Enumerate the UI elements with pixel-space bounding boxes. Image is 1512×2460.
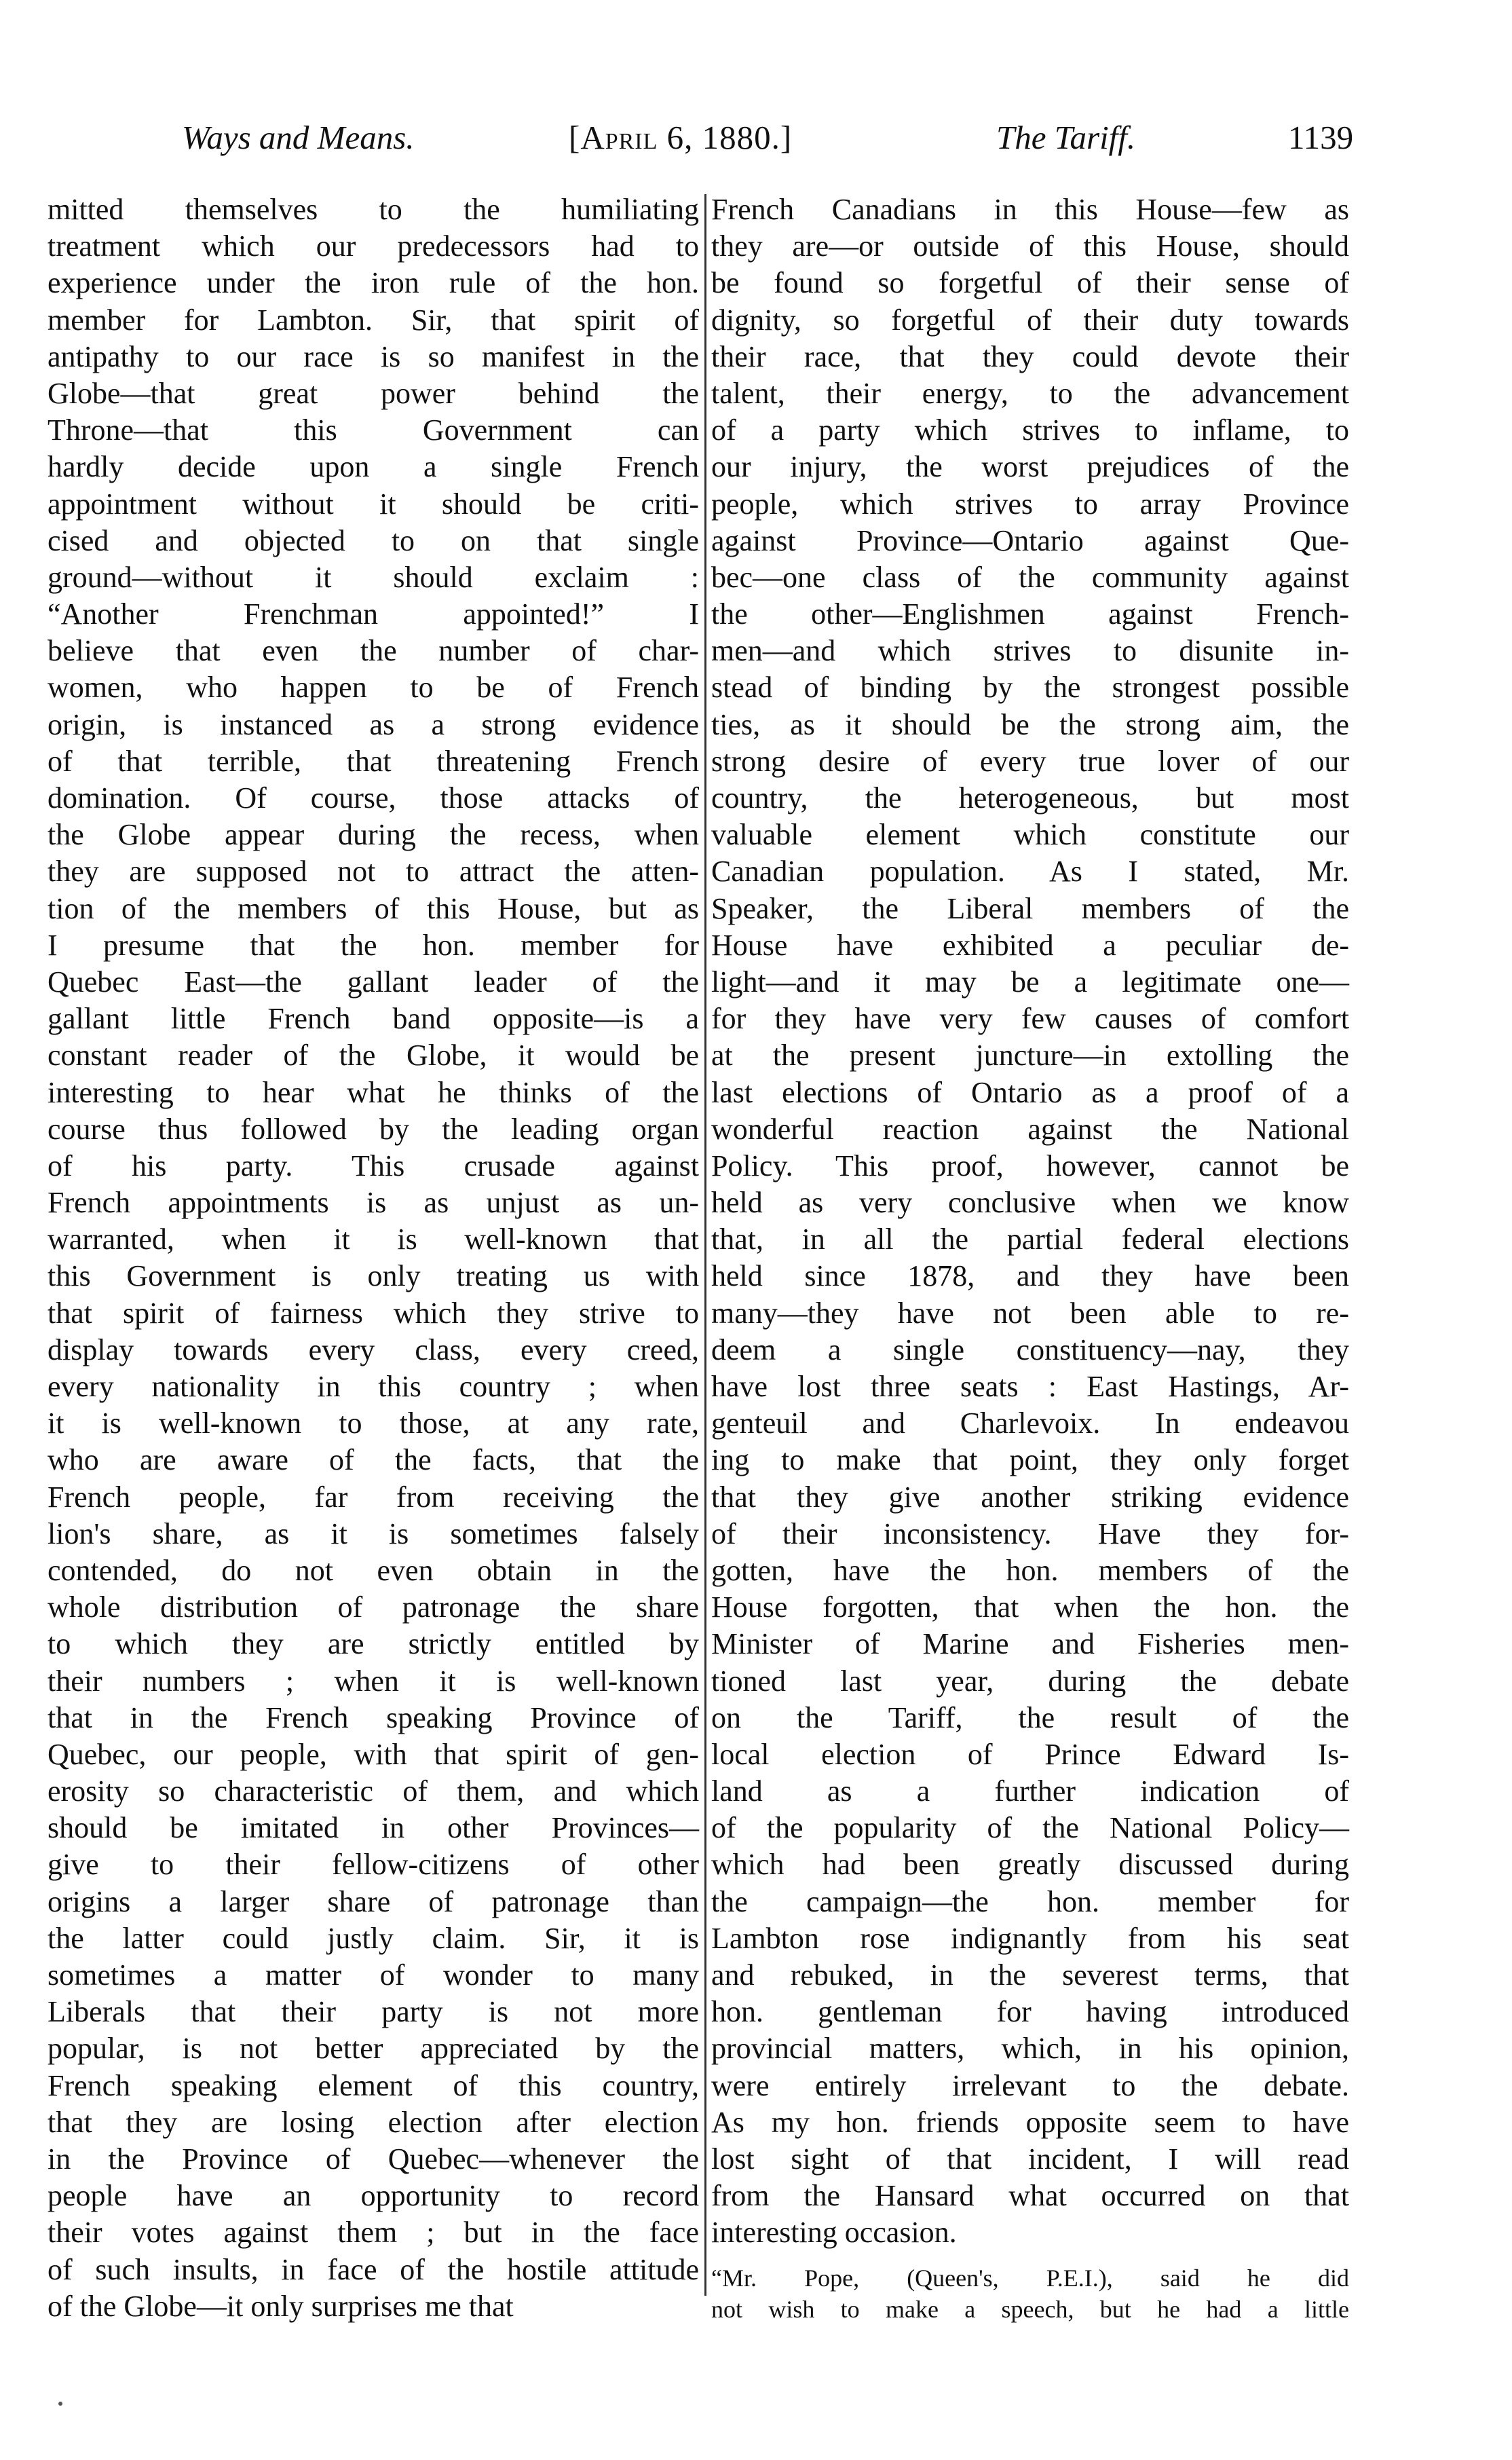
text-line: Globe—that great power behind the	[48, 376, 699, 410]
text-line: that they give another striking evidence	[711, 1480, 1349, 1514]
text-line: and rebuked, in the severest terms, that	[711, 1958, 1349, 1992]
text-line: local election of Prince Edward Is-	[711, 1737, 1349, 1771]
text-line: interesting to hear what he thinks of the	[48, 1075, 699, 1109]
text-line: gallant little French band opposite—is a	[48, 1002, 699, 1036]
text-line: believe that even the number of char-	[48, 634, 699, 668]
text-line: Liberals that their party is not more	[48, 1995, 699, 2029]
text-line: Policy. This proof, however, cannot be	[711, 1149, 1349, 1182]
text-line: held as very conclusive when we know	[711, 1186, 1349, 1220]
text-line: from the Hansard what occurred on that	[711, 2179, 1349, 2213]
text-line: their votes against them ; but in the face	[48, 2216, 699, 2250]
text-line: origins a larger share of patronage than	[48, 1884, 699, 1918]
text-line: they are supposed not to attract the atten-	[48, 855, 699, 889]
text-line: the latter could justly claim. Sir, it is	[48, 1921, 699, 1955]
text-line: their numbers ; when it is well-known	[48, 1664, 699, 1698]
text-line: against Province—Ontario against Que-	[711, 523, 1349, 557]
text-line: member for Lambton. Sir, that spirit of	[48, 303, 699, 337]
right-column-body	[711, 191, 1349, 2252]
text-line: this Government is only treating us with	[48, 1259, 699, 1293]
text-line: on the Tariff, the result of the	[711, 1700, 1349, 1734]
text-line: their race, that they could devote their	[711, 339, 1349, 373]
text-line: that, in all the partial federal elections	[711, 1223, 1349, 1256]
text-line: French speaking element of this country,	[48, 2068, 699, 2102]
text-line: the other—Englishmen against French-	[711, 597, 1349, 631]
text-line: give to their fellow-citizens of other	[48, 1848, 699, 1882]
text-line: Quebec East—the gallant leader of the	[48, 965, 699, 999]
text-line: people have an opportunity to record	[48, 2179, 699, 2213]
text-line: the Globe appear during the recess, when	[48, 818, 699, 852]
text-line: “Another Frenchman appointed!” I	[48, 597, 699, 631]
text-line: hardly decide upon a single French	[48, 450, 699, 484]
text-line: last elections of Ontario as a proof of a	[711, 1075, 1349, 1109]
text-line: be found so forgetful of their sense of	[711, 266, 1349, 300]
text-line: treatment which our predecessors had to	[48, 229, 699, 263]
text-line: every nationality in this country ; when	[48, 1370, 699, 1403]
text-line: men—and which strives to disunite in-	[711, 634, 1349, 668]
text-line: tion of the members of this House, but as	[48, 891, 699, 925]
page-number: 1139	[1288, 119, 1354, 156]
text-line: tioned last year, during the debate	[711, 1664, 1349, 1698]
text-line: land as a further indication of	[711, 1774, 1349, 1808]
text-line: genteuil and Charlevoix. In endeavou	[711, 1406, 1349, 1440]
text-line: origin, is instanced as a strong evidence	[48, 707, 699, 741]
text-line: contended, do not even obtain in the	[48, 1553, 699, 1587]
text-line: “Mr. Pope, (Queen's, P.E.I.), said he did	[711, 2264, 1349, 2292]
running-header	[0, 114, 1512, 162]
text-line: wonderful reaction against the National	[711, 1112, 1349, 1146]
text-line: ground—without it should exclaim :	[48, 560, 699, 594]
text-line: lion's share, as it is sometimes falsely	[48, 1516, 699, 1550]
left-column	[48, 191, 699, 2325]
text-line: lost sight of that incident, I will read	[711, 2142, 1349, 2176]
text-line: that they are losing election after election	[48, 2105, 699, 2139]
text-line: warranted, when it is well-known that	[48, 1223, 699, 1256]
text-line: whole distribution of patronage the share	[48, 1590, 699, 1624]
text-line: domination. Of course, those attacks of	[48, 781, 699, 815]
text-line: Quebec, our people, with that spirit of gen-	[48, 1737, 699, 1771]
text-line: were entirely irrelevant to the debate.	[711, 2068, 1349, 2102]
text-line: mitted themselves to the humiliating	[48, 193, 699, 226]
text-line: ing to make that point, they only forget	[711, 1443, 1349, 1477]
text-line: display towards every class, every creed,	[48, 1332, 699, 1366]
right-column	[711, 191, 1349, 2325]
text-line: which had been greatly discussed during	[711, 1848, 1349, 1882]
text-line: French Canadians in this House—few as	[711, 193, 1349, 226]
text-line: for they have very few causes of comfort	[711, 1002, 1349, 1036]
text-line: experience under the iron rule of the hon.	[48, 266, 699, 300]
text-line: who are aware of the facts, that the	[48, 1443, 699, 1477]
text-line: gotten, have the hon. members of the	[711, 1553, 1349, 1587]
column-divider	[704, 194, 706, 2296]
text-line: interesting occasion.	[711, 2216, 957, 2250]
text-line: House forgotten, that when the hon. the	[711, 1590, 1349, 1624]
text-line: of the popularity of the National Policy—	[711, 1811, 1349, 1845]
text-line: Minister of Marine and Fisheries men-	[711, 1627, 1349, 1661]
text-line: light—and it may be a legitimate one—	[711, 965, 1349, 999]
text-line: ties, as it should be the strong aim, the	[711, 707, 1349, 741]
text-line: course thus followed by the leading organ	[48, 1112, 699, 1146]
print-speck	[58, 2402, 62, 2406]
text-line: dignity, so forgetful of their duty towards	[711, 303, 1349, 337]
text-line: Lambton rose indignantly from his seat	[711, 1921, 1349, 1955]
text-line: French appointments is as unjust as un-	[48, 1186, 699, 1220]
text-line: deem a single constituency—nay, they	[711, 1332, 1349, 1366]
text-line: hon. gentleman for having introduced	[711, 1995, 1349, 2029]
text-line: people, which strives to array Province	[711, 487, 1349, 521]
quoted-passage	[711, 2262, 1349, 2325]
text-line: As my hon. friends opposite seem to have	[711, 2105, 1349, 2139]
text-line: that in the French speaking Province of	[48, 1700, 699, 1734]
text-line: popular, is not better appreciated by the	[48, 2032, 699, 2066]
text-line: that spirit of fairness which they strive to	[48, 1296, 699, 1330]
text-line: not wish to make a speech, but he had a little	[711, 2295, 1349, 2323]
text-line: antipathy to our race is so manifest in the	[48, 339, 699, 373]
text-line: provincial matters, which, in his opinion,	[711, 2032, 1349, 2066]
text-line: to which they are strictly entitled by	[48, 1627, 699, 1661]
text-line: at the present juncture—in extolling the	[711, 1039, 1349, 1073]
text-line: strong desire of every true lover of our	[711, 744, 1349, 778]
text-line: French people, far from receiving the	[48, 1480, 699, 1514]
header-section-title: Ways and Means.	[182, 119, 415, 156]
text-line: appointment without it should be criti-	[48, 487, 699, 521]
text-line: of that terrible, that threatening French	[48, 744, 699, 778]
text-line: of a party which strives to inflame, to	[711, 413, 1349, 447]
text-line: have lost three seats : East Hastings, Ar-	[711, 1370, 1349, 1403]
text-line: sometimes a matter of wonder to many	[48, 1958, 699, 1992]
text-line: erosity so characteristic of them, and which	[48, 1774, 699, 1808]
text-line: I presume that the hon. member for	[48, 928, 699, 962]
text-line: valuable element which constitute our	[711, 818, 1349, 852]
text-line: Throne—that this Government can	[48, 413, 699, 447]
text-line: cised and objected to on that single	[48, 523, 699, 557]
text-line: bec—one class of the community against	[711, 560, 1349, 594]
text-line: many—they have not been able to re-	[711, 1296, 1349, 1330]
text-line: it is well-known to those, at any rate,	[48, 1406, 699, 1440]
text-line: House have exhibited a peculiar de-	[711, 928, 1349, 962]
text-line: in the Province of Quebec—whenever the	[48, 2142, 699, 2176]
text-line: of the Globe—it only surprises me that	[48, 2289, 514, 2323]
text-line: of their inconsistency. Have they for-	[711, 1516, 1349, 1550]
header-subject: The Tariff.	[996, 119, 1136, 156]
text-line: stead of binding by the strongest possible	[711, 671, 1349, 705]
text-line: of his party. This crusade against	[48, 1149, 699, 1182]
text-line: women, who happen to be of French	[48, 671, 699, 705]
text-line: our injury, the worst prejudices of the	[711, 450, 1349, 484]
text-line: country, the heterogeneous, but most	[711, 781, 1349, 815]
text-line: Canadian population. As I stated, Mr.	[711, 855, 1349, 889]
text-line: talent, their energy, to the advancement	[711, 376, 1349, 410]
text-line: constant reader of the Globe, it would be	[48, 1039, 699, 1073]
header-date: [April 6, 1880.]	[569, 119, 793, 156]
text-line: held since 1878, and they have been	[711, 1259, 1349, 1293]
text-line: they are—or outside of this House, should	[711, 229, 1349, 263]
text-line: of such insults, in face of the hostile attitude	[48, 2252, 699, 2286]
text-line: Speaker, the Liberal members of the	[711, 891, 1349, 925]
text-line: should be imitated in other Provinces—	[48, 1811, 699, 1845]
text-line: the campaign—the hon. member for	[711, 1884, 1349, 1918]
